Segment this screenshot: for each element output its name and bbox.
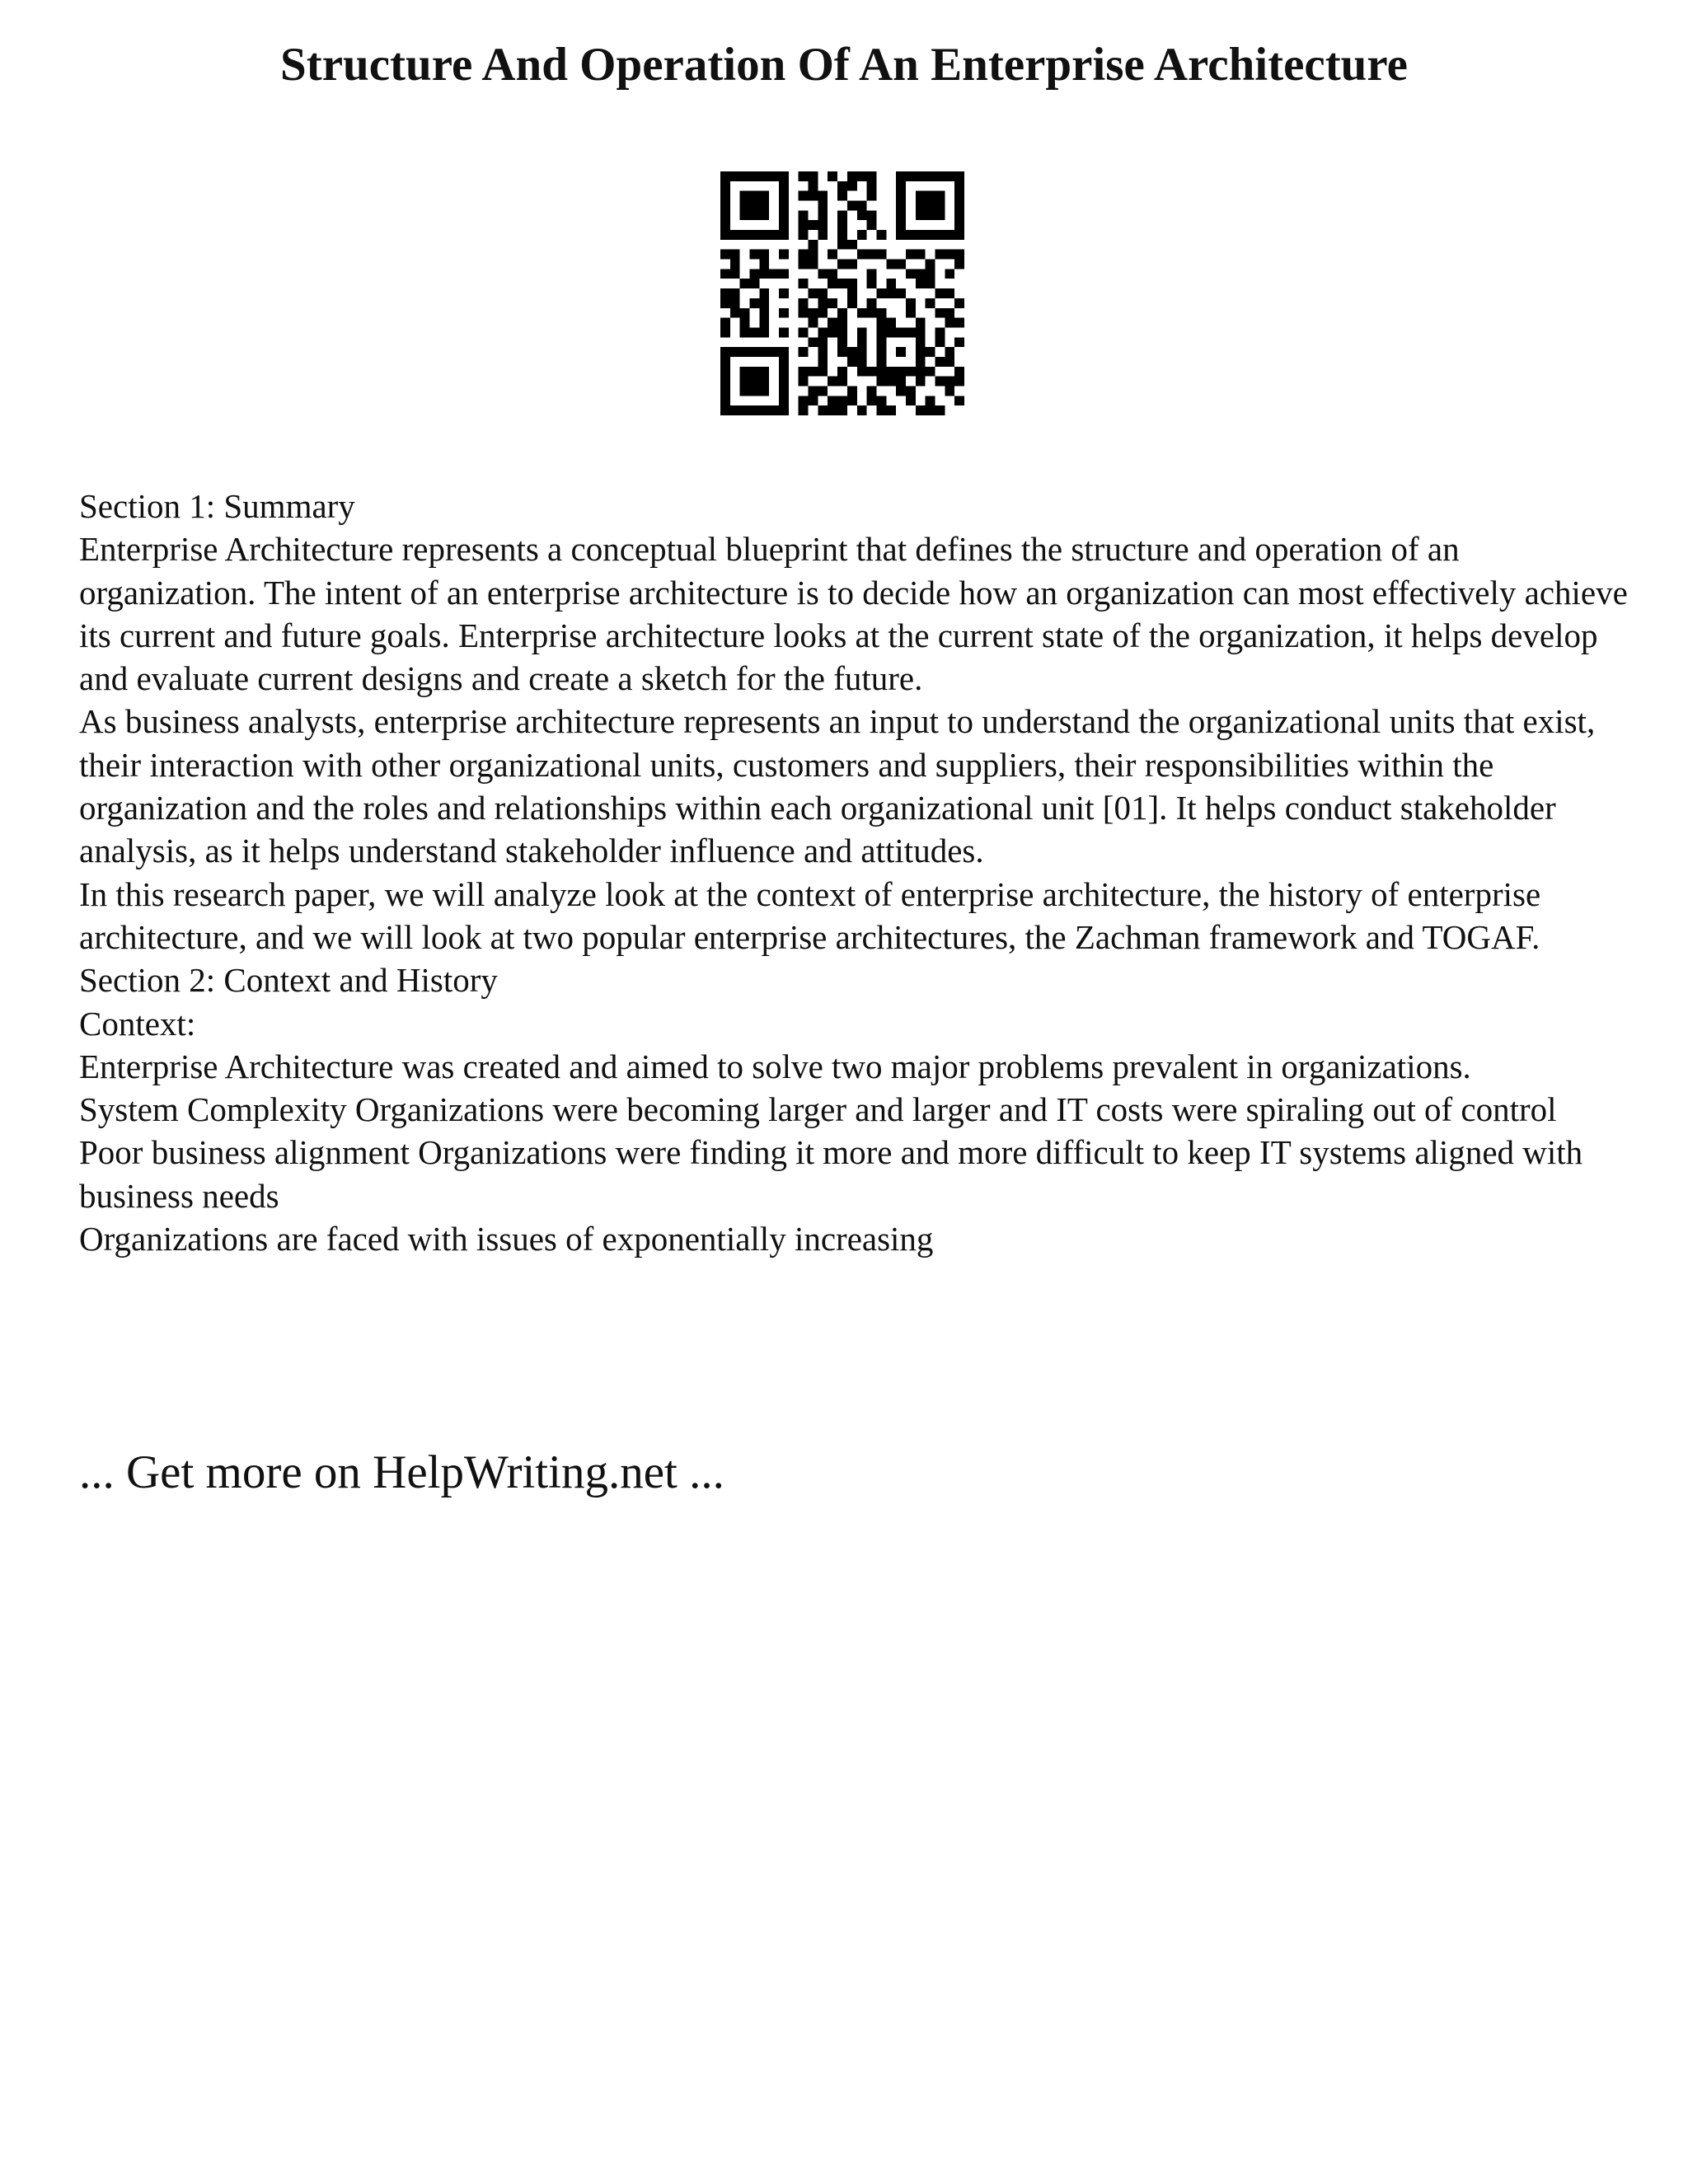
summary-paragraph-2: As business analysts, enterprise architecture represents an input to understand the organizational units that exist, their interaction with other organizational units, customers and suppliers, their responsibilities within the organization and the roles and relationships within each organizational unit [01]. It helps conduct stakeholder analysis, as it helps understand stakeholder influence and attitudes.: [79, 702, 1596, 870]
context-paragraph-3: Poor business alignment Organizations were finding it more and more difficult to keep IT systems aligned with business needs: [79, 1133, 1583, 1215]
get-more-link[interactable]: ... Get more on HelpWriting.net ...: [79, 1446, 724, 1498]
document-title: Structure And Operation Of An Enterprise Architecture: [280, 39, 1408, 91]
section-2-heading: Section 2: Context and History: [79, 961, 498, 1000]
context-paragraph-2: System Complexity Organizations were becoming larger and larger and IT costs were spiraling out of control: [79, 1090, 1557, 1129]
section-1-heading: Section 1: Summary: [79, 487, 355, 525]
summary-paragraph-1: Enterprise Architecture represents a conceptual blueprint that defines the structure and operation of an organization. The intent of an enterprise architecture is to decide how an organization can most effectively achieve its current and future goals. Enterprise architecture looks at the current state of the organization, it helps develop and evaluate current designs and create a sketch for the future.: [79, 530, 1628, 698]
qr-code-icon: [720, 171, 964, 415]
context-paragraph-4: Organizations are faced with issues of exponentially increasing: [79, 1220, 934, 1258]
context-heading: Context:: [79, 1004, 196, 1043]
summary-paragraph-3: In this research paper, we will analyze look at the context of enterprise architecture, the history of enterprise architecture, and we will look at two popular enterprise architectures, the Zachman framework and TOGAF.: [79, 874, 1541, 956]
context-paragraph-1: Enterprise Architecture was created and aimed to solve two major problems prevalent in organizations.: [79, 1047, 1471, 1085]
document-body: [79, 485, 1629, 1260]
